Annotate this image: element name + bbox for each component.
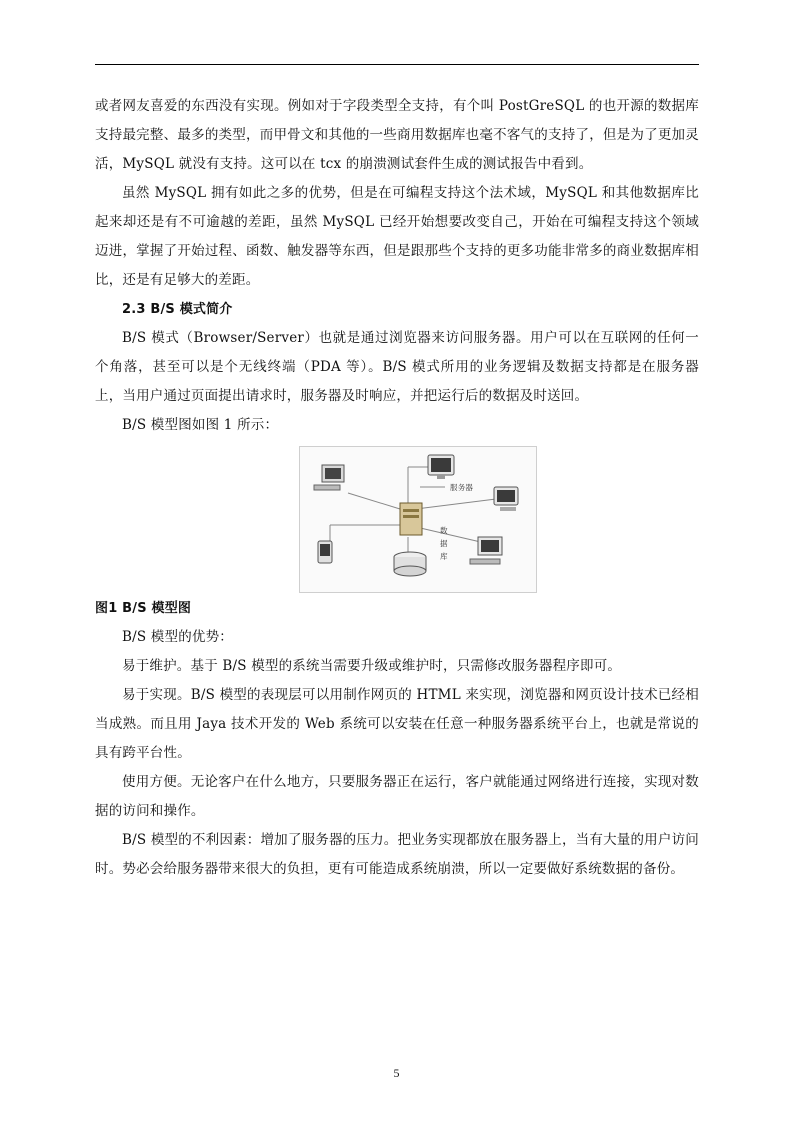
paragraph: 使用方便。无论客户在什么地方，只要服务器正在运行，客户就能通过网络进行连接，实现对数据的访问和操作。 — [95, 774, 699, 819]
bs-model-diagram — [299, 446, 537, 593]
client-monitor-icon — [494, 487, 518, 511]
paragraph: 易于实现。B/S 模型的表现层可以用制作网页的 HTML 来实现，浏览器和网页设计技术已经相当成熟。而且用 Jaya 技术开发的 Web 系统可以安装在任意一种服务器系统平台上，也就是常说的具有跨平台性。 — [95, 687, 699, 761]
paragraph: B/S 模式（Browser/Server）也就是通过浏览器来访问服务器。用户可以在互联网的任何一个角落，甚至可以是个无线终端（PDA 等）。B/S 模式所用的业务逻辑及数据支持都是在服务器上，当用户通过页面提出请求时，服务器及时响应，并把运行后的数据及时送回。 — [95, 330, 699, 404]
db-label: 库 — [440, 552, 448, 561]
paragraph: 或者网友喜爱的东西没有实现。例如对于字段类型全支持，有个叫 PostGreSQL 的也开源的数据库支持最完整、最多的类型，而甲骨文和其他的一些商用数据库也毫不客气的支持了，但是为了更加灵活，MySQL 就没有支持。这可以在 tcx 的崩溃测试套件生成的测试报告中看到。 — [95, 98, 699, 172]
server-label: 服务器 — [450, 483, 474, 492]
pda-icon — [318, 541, 332, 563]
paragraph: 虽然 MySQL 拥有如此之多的优势，但是在可编程支持这个法术域，MySQL 和其他数据库比起来却还是有不可逾越的差距，虽然 MySQL 已经开始想要改变自己，开始在可编程支持这个领域迈进，掌握了开始过程、函数、触发器等东西，但是跟那些个支持的更多功能非常多的商业数据库相比，还是有足够大的差距。 — [95, 185, 699, 288]
network-diagram — [300, 447, 536, 592]
section-heading: 2.3 B/S 模式简介 — [122, 302, 233, 317]
paragraph: 易于维护。基于 B/S 模型的系统当需要升级或维护时，只需修改服务器程序即可。 — [122, 658, 622, 674]
paragraph: B/S 模型图如图 1 所示： — [122, 417, 279, 433]
paragraph: B/S 模型的不利因素：增加了服务器的压力。把业务实现都放在服务器上，当有大量的用户访问时。势必会给服务器带来很大的负担，更有可能造成系统崩溃，所以一定要做好系统数据的备份。 — [95, 832, 699, 877]
paragraph: B/S 模型的优势： — [122, 629, 234, 645]
header-rule — [95, 64, 699, 65]
figure-caption: 图1 B/S 模型图 — [95, 601, 192, 616]
db-label: 数 — [440, 526, 448, 535]
figure-container — [95, 446, 699, 594]
server-icon — [400, 503, 422, 535]
page-number: 5 — [393, 1066, 400, 1080]
database-icon — [394, 552, 426, 576]
client-monitor-icon — [428, 455, 454, 479]
client-pc-icon — [314, 465, 344, 490]
document-body — [95, 92, 699, 884]
db-label: 据 — [440, 539, 448, 548]
